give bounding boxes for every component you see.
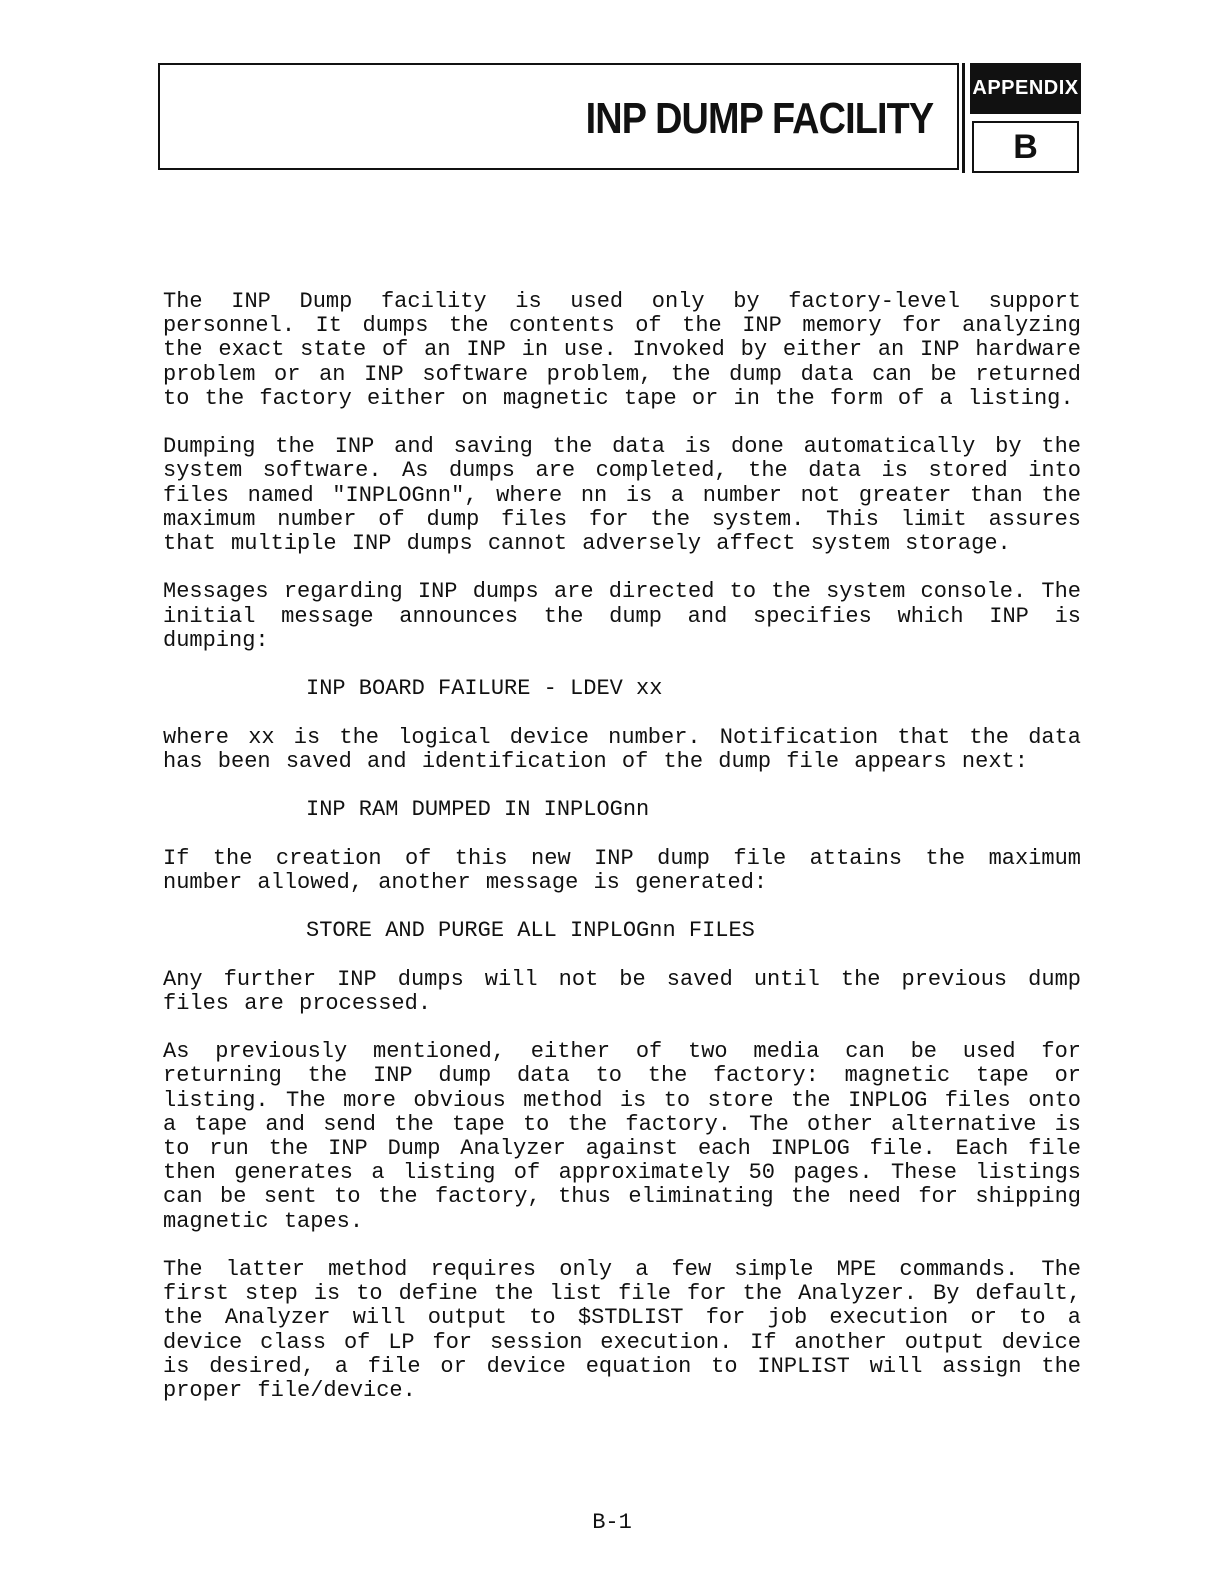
page-title: INP DUMP FACILITY (585, 94, 933, 143)
document-body (163, 290, 1081, 1427)
page-number: B-1 (592, 1510, 632, 1535)
appendix-tab-divider (962, 63, 965, 173)
paragraph-intro: The INP Dump facility is used only by factory-level support personnel. It dumps the contents of the INP memory for analyzing the exact state of an INP in use. Invoked by either an INP hardware problem or an INP software problem, the dump data can be returned to the factory either on magnetic tape or in the form of a listing. (163, 289, 1081, 411)
appendix-label: APPENDIX (970, 63, 1081, 114)
paragraph-media: As previously mentioned, either of two media can be used for returning the INP dump data to the factory: magnetic tape or listing. The more obvious method is to store the INPLOG files onto a tape and send the tape to the factory. The other alternative is to run the INP Dump Analyzer against each INPLOG file. Each file then generates a listing of approximately 50 pages. These listings can be sent to the factory, thus eliminating the need for shipping magnetic tapes. (163, 1039, 1081, 1234)
console-message-ram-dumped: INP RAM DUMPED IN INPLOGnn (306, 797, 650, 823)
paragraph-latter-method: The latter method requires only a few simple MPE commands. The first step is to define the list file for the Analyzer. By default, the Analyzer will output to $STDLIST for job execution or to a device class of LP for session execution. If another output device is desired, a file or device equation to INPLIST will assign the proper file/device. (163, 1256, 1081, 1403)
console-message-board-failure: INP BOARD FAILURE - LDEV xx (306, 676, 663, 702)
console-message-store-purge: STORE AND PURGE ALL INPLOGnn FILES (306, 918, 755, 944)
title-box (158, 63, 959, 170)
paragraph-dumping: Dumping the INP and saving the data is done automatically by the system software. As dumps are completed, the data is stored into files named "INPLOGnn", where nn is a number not greater than the maximum number of dump files for the system. This limit assures that multiple INP dumps cannot adversely affect system storage. (163, 434, 1081, 557)
appendix-letter: B (972, 121, 1079, 173)
paragraph-maximum: If the creation of this new INP dump file attains the maximum number allowed, another message is generated: (163, 845, 1081, 895)
paragraph-further-dumps: Any further INP dumps will not be saved until the previous dump files are processed. (163, 966, 1081, 1016)
paragraph-notification: where xx is the logical device number. Notification that the data has been saved and identification of the dump file appears next: (163, 724, 1081, 774)
paragraph-messages: Messages regarding INP dumps are directed to the system console. The initial message announces the dump and specifies which INP is dumping: (163, 579, 1081, 653)
